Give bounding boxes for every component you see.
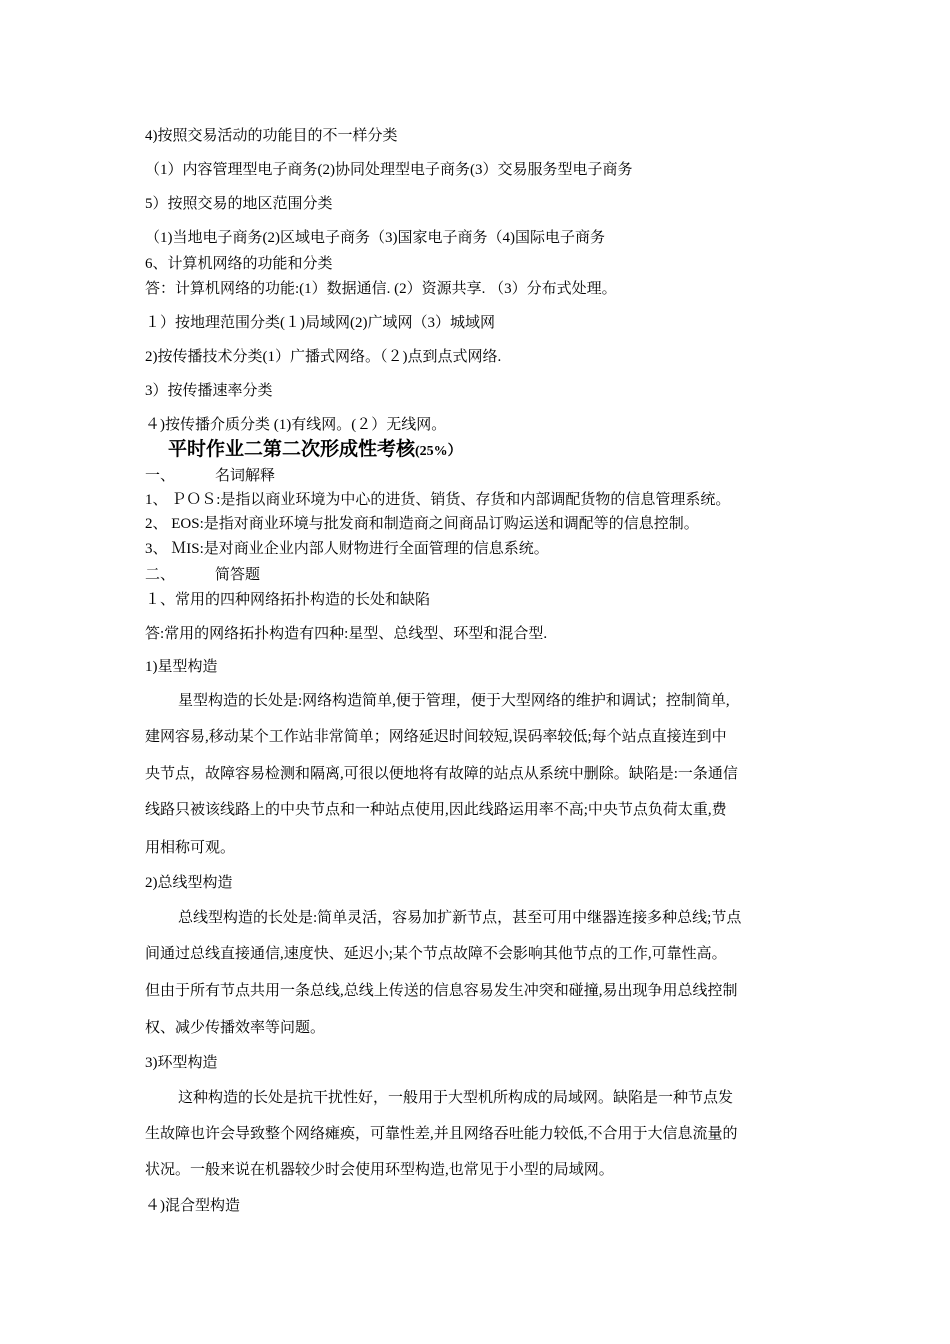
bus-paragraph-line: 间通过总线直接通信,速度快、延迟小;某个节点故障不会影响其他节点的工作,可靠性高。 bbox=[145, 946, 727, 962]
text-line: ４)按传播介质分类 (1)有线网。(２）无线网。 bbox=[145, 417, 447, 433]
part2-heading bbox=[145, 565, 260, 585]
part2-label: 简答题 bbox=[215, 567, 261, 583]
bus-paragraph-line: 但由于所有节点共用一条总线,总线上传送的信息容易发生冲突和碰撞,易出现争用总线控制 bbox=[145, 983, 738, 999]
mixed-heading: ４)混合型构造 bbox=[145, 1198, 240, 1214]
part1-number: 一、 bbox=[145, 468, 176, 484]
text-line: 3）按传播速率分类 bbox=[145, 383, 273, 399]
definition-item: 1、 ＰＯＳ:是指以商业环境为中心的进货、销货、存货和内部调配货物的信息管理系统。 bbox=[145, 492, 731, 508]
definition-item: 2、 EOS:是指对商业环境与批发商和制造商之间商品订购运送和调配等的信息控制。 bbox=[145, 516, 699, 532]
ring-paragraph-line: 生故障也许会导致整个网络瘫痪，可靠性差,并且网络吞吐能力较低,不合用于大信息流量的 bbox=[145, 1126, 738, 1142]
text-line: （1）内容管理型电子商务(2)协同处理型电子商务(3）交易服务型电子商务 bbox=[145, 162, 633, 178]
section-title-suffix: (25%） bbox=[415, 444, 462, 459]
bus-paragraph-line: 权、减少传播效率等问题。 bbox=[145, 1020, 326, 1036]
star-paragraph-line: 用相称可观。 bbox=[145, 840, 236, 856]
question-title: １、常用的四种网络拓扑构造的长处和缺陷 bbox=[145, 592, 431, 608]
section-title bbox=[168, 440, 462, 462]
text-line: 2)按传播技术分类(1）广播式网络。（２)点到点式网络. bbox=[145, 349, 502, 365]
star-paragraph-line: 星型构造的长处是:网络构造简单,便于管理，便于大型网络的维护和调试；控制简单, bbox=[178, 693, 730, 709]
star-paragraph-line: 建网容易,移动某个工作站非常简单；网络延迟时间较短,误码率较低;每个站点直接连到中 bbox=[145, 729, 727, 745]
ring-paragraph-line: 这种构造的长处是抗干扰性好，一般用于大型机所构成的局域网。缺陷是一种节点发 bbox=[178, 1090, 734, 1106]
ring-paragraph-line: 状况。一般来说在机器较少时会使用环型构造,也常见于小型的局域网。 bbox=[145, 1162, 614, 1178]
text-line: 6、计算机网络的功能和分类 bbox=[145, 256, 333, 272]
text-line: 答：计算机网络的功能:(1）数据通信. (2）资源共享. （3）分布式处理。 bbox=[145, 281, 617, 297]
text-line: 4)按照交易活动的功能目的不一样分类 bbox=[145, 128, 398, 144]
part2-number: 二、 bbox=[145, 567, 176, 583]
text-line: 5）按照交易的地区范围分类 bbox=[145, 196, 333, 212]
part1-label: 名词解释 bbox=[215, 468, 276, 484]
question-answer: 答:常用的网络拓扑构造有四种:星型、总线型、环型和混合型. bbox=[145, 626, 548, 642]
star-paragraph-line: 央节点，故障容易检测和隔离,可很以便地将有故障的站点从系统中删除。缺陷是:一条通信 bbox=[145, 766, 738, 782]
bus-heading: 2)总线型构造 bbox=[145, 875, 233, 891]
section-title-main: 平时作业二第二次形成性考核 bbox=[168, 439, 416, 460]
ring-heading: 3)环型构造 bbox=[145, 1055, 218, 1071]
star-heading: 1)星型构造 bbox=[145, 659, 218, 675]
definition-item: 3、 ＭIS:是对商业企业内部人财物进行全面管理的信息系统。 bbox=[145, 541, 549, 557]
part1-heading bbox=[145, 466, 275, 486]
bus-paragraph-line: 总线型构造的长处是:简单灵活，容易加扩新节点，甚至可用中继器连接多种总线;节点 bbox=[178, 910, 742, 926]
text-line: １）按地理范围分类(１)局域网(2)广域网（3）城域网 bbox=[145, 315, 495, 331]
text-line: （1)当地电子商务(2)区域电子商务（3)国家电子商务（4)国际电子商务 bbox=[145, 230, 605, 246]
star-paragraph-line: 线路只被该线路上的中央节点和一种站点使用,因此线路运用率不高;中央节点负荷太重,费 bbox=[145, 802, 727, 818]
